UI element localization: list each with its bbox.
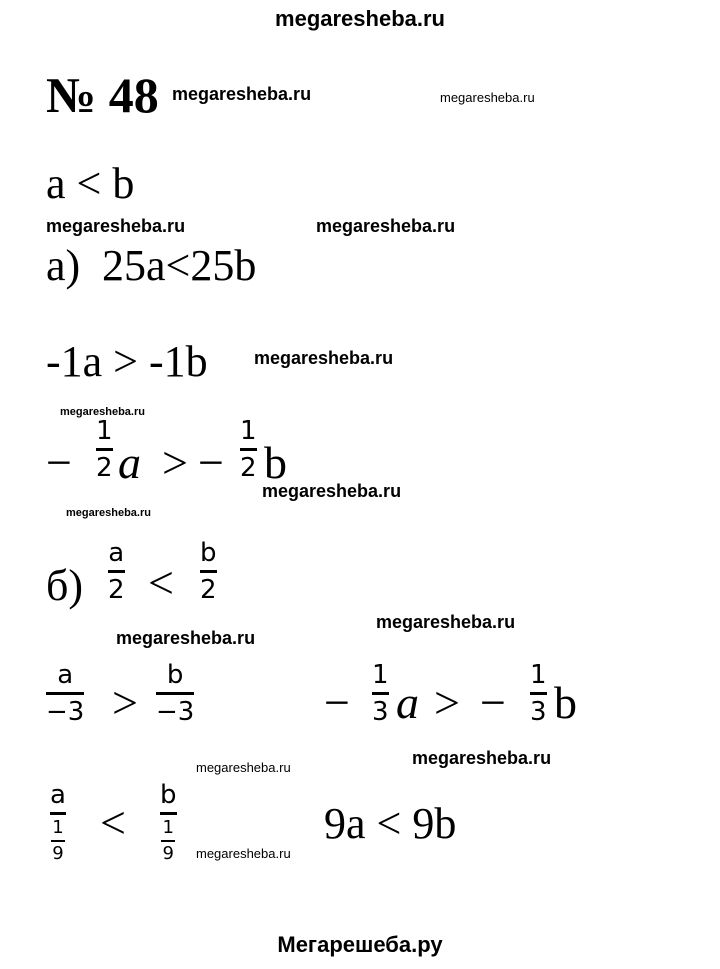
given-inequality: a < b	[46, 159, 135, 208]
fraction-bar	[46, 692, 84, 695]
denominator: 2	[240, 453, 257, 483]
fraction-a-over-minus3	[46, 662, 84, 725]
watermark: megaresheba.ru	[254, 348, 394, 368]
denominator: 2	[108, 575, 125, 605]
fraction-one-third	[372, 662, 389, 725]
greater-than: >	[112, 677, 138, 728]
fraction-bar	[51, 840, 65, 842]
numerator: 1	[372, 660, 389, 690]
watermark: megaresheba.ru	[66, 507, 151, 519]
fraction-b-over-2	[200, 540, 217, 603]
variable-a: a	[396, 677, 419, 728]
variable-b: b	[264, 437, 287, 488]
watermark-top: megaresheba.ru	[275, 6, 445, 31]
problem-title: № 48	[46, 67, 159, 123]
fraction-bar	[50, 812, 66, 815]
watermark: megaresheba.ru	[376, 612, 516, 632]
numerator: 1	[162, 817, 174, 838]
variable-b: b	[554, 677, 577, 728]
minus-sign: −	[46, 437, 72, 488]
denominator: 3	[530, 697, 547, 727]
watermark: megaresheba.ru	[412, 748, 552, 768]
fraction-bar	[160, 812, 177, 815]
part-b-label: б)	[46, 561, 84, 610]
less-than: <	[148, 557, 174, 608]
fraction-one-half	[96, 418, 113, 481]
fraction-bar	[108, 570, 125, 573]
denominator: 9	[52, 843, 64, 864]
fraction-b-over-one-ninth	[160, 782, 177, 863]
fraction-one-third	[530, 662, 547, 725]
denominator: −3	[46, 697, 85, 727]
numerator: b	[200, 538, 217, 568]
denominator: −3	[156, 697, 195, 727]
less-than: <	[100, 797, 126, 848]
part-a-label: а)	[46, 241, 81, 290]
part-a-line1: 25a<25b	[102, 241, 257, 290]
watermark: megaresheba.ru	[116, 628, 256, 648]
watermark: megaresheba.ru	[46, 216, 186, 236]
numerator: a	[57, 660, 74, 690]
watermark: megaresheba.ru	[440, 90, 535, 105]
numerator: a	[108, 538, 125, 568]
fraction-bar	[200, 570, 217, 573]
fraction-a-over-2	[108, 540, 125, 603]
numerator: a	[50, 780, 66, 810]
nested-fraction	[51, 819, 65, 863]
fraction-b-over-minus3	[156, 662, 194, 725]
minus-sign: −	[480, 677, 506, 728]
minus-sign: −	[324, 677, 350, 728]
watermark: megaresheba.ru	[196, 760, 291, 775]
fraction-bar	[96, 448, 113, 451]
denominator: 3	[372, 697, 389, 727]
numerator: 1	[96, 416, 113, 446]
greater-than: >	[162, 437, 188, 488]
numerator: 1	[52, 817, 64, 838]
denominator: 2	[200, 575, 217, 605]
denominator: 2	[96, 453, 113, 483]
watermark: megaresheba.ru	[262, 481, 402, 501]
minus-sign: −	[198, 437, 224, 488]
fraction-bar	[240, 448, 257, 451]
nested-fraction	[161, 819, 175, 863]
numerator: 1	[240, 416, 257, 446]
denominator: 9	[162, 843, 174, 864]
watermark: megaresheba.ru	[316, 216, 456, 236]
numerator: b	[166, 660, 184, 690]
fraction-bar	[156, 692, 194, 695]
fraction-bar	[372, 692, 389, 695]
fraction-bar	[161, 840, 175, 842]
numerator: 1	[530, 660, 547, 690]
watermark: megaresheba.ru	[172, 84, 312, 104]
watermark: megaresheba.ru	[196, 846, 291, 861]
fraction-bar	[530, 692, 547, 695]
part-a-line2: -1a > -1b	[46, 337, 208, 386]
fraction-one-half	[240, 418, 257, 481]
part-b-result: 9a < 9b	[324, 799, 457, 848]
greater-than: >	[434, 677, 460, 728]
numerator: b	[160, 780, 177, 810]
variable-a: a	[118, 437, 141, 488]
watermark: megaresheba.ru	[60, 406, 145, 418]
watermark-bottom: Мегарешеба.ру	[277, 932, 443, 957]
fraction-a-over-one-ninth	[50, 782, 66, 863]
